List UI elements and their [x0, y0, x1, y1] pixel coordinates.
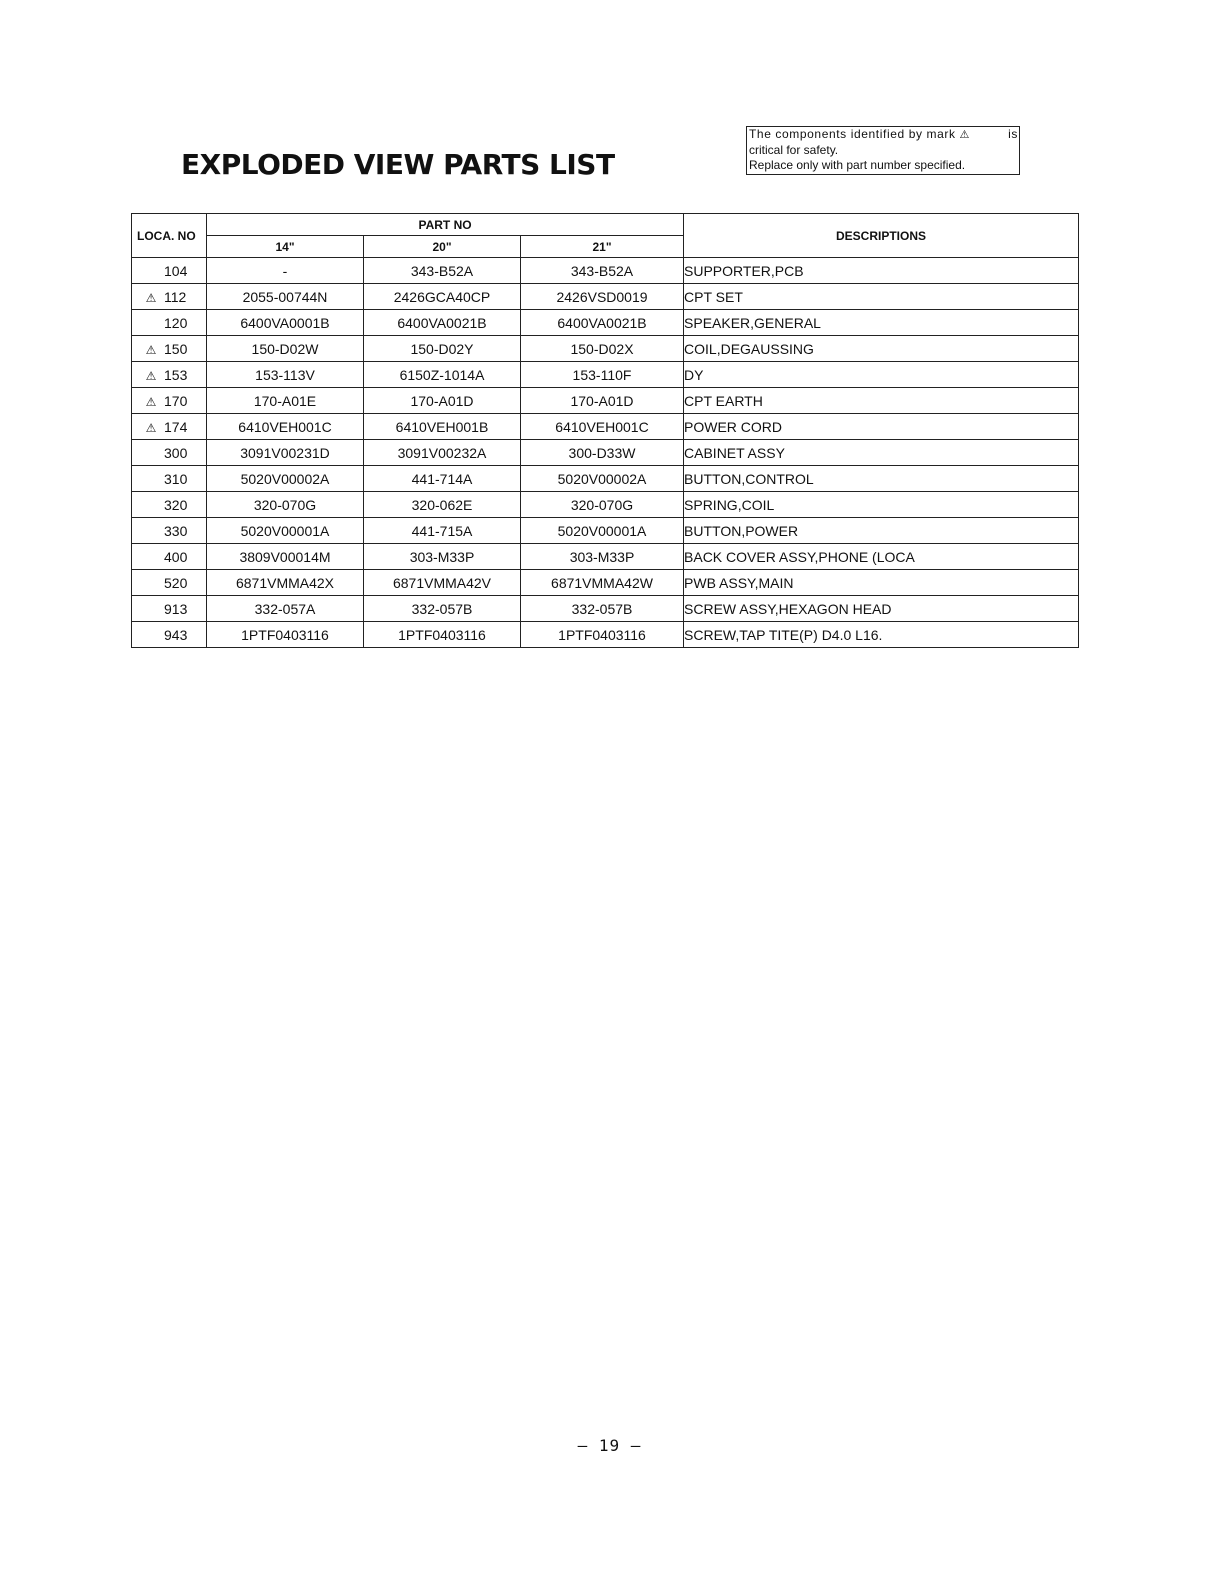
loca-no: 150 [164, 340, 188, 357]
safety-notice-end: is [1008, 127, 1018, 141]
part-no-14-cell: 5020V00002A [207, 466, 364, 492]
part-no-14-cell: 320-070G [207, 492, 364, 518]
loca-no: 330 [164, 522, 188, 539]
table-row [132, 466, 1079, 492]
warning-triangle-icon: ⚠ [145, 368, 157, 383]
description-cell: COIL,DEGAUSSING [684, 336, 1079, 362]
loca-no-cell [132, 570, 207, 596]
part-no-21-cell: 150-D02X [521, 336, 684, 362]
part-no-21-cell: 5020V00002A [521, 466, 684, 492]
loca-no: 300 [164, 444, 188, 461]
description-cell: BACK COVER ASSY,PHONE (LOCA [684, 544, 1079, 570]
table-row [132, 440, 1079, 466]
loca-no: 104 [164, 262, 188, 279]
description-cell: CABINET ASSY [684, 440, 1079, 466]
part-no-14-cell: 3809V00014M [207, 544, 364, 570]
part-no-20-cell: 3091V00232A [364, 440, 521, 466]
description-cell: SCREW ASSY,HEXAGON HEAD [684, 596, 1079, 622]
warning-triangle-icon: ⚠ [959, 129, 970, 141]
part-no-21-cell: 303-M33P [521, 544, 684, 570]
page-number: – 19 – [577, 1436, 642, 1455]
table-row [132, 258, 1079, 284]
part-no-21-cell: 343-B52A [521, 258, 684, 284]
warning-triangle-icon: ⚠ [145, 420, 157, 435]
part-no-21-cell: 153-110F [521, 362, 684, 388]
part-no-20-cell: 170-A01D [364, 388, 521, 414]
header-descriptions: DESCRIPTIONS [684, 214, 1079, 258]
warning-triangle-icon: ⚠ [145, 290, 157, 305]
parts-table-body [132, 258, 1079, 648]
loca-no-cell [132, 544, 207, 570]
part-no-14-cell: 170-A01E [207, 388, 364, 414]
table-row [132, 492, 1079, 518]
table-row [132, 544, 1079, 570]
loca-no-cell [132, 362, 207, 388]
part-no-21-cell: 170-A01D [521, 388, 684, 414]
part-no-20-cell: 1PTF0403116 [364, 622, 521, 648]
part-no-20-cell: 6400VA0021B [364, 310, 521, 336]
safety-notice-line3: Replace only with part number specified. [749, 158, 966, 172]
table-row [132, 310, 1079, 336]
safety-notice-line2: critical for safety. [749, 143, 839, 157]
warning-triangle-icon: ⚠ [145, 394, 157, 409]
part-no-20-cell: 332-057B [364, 596, 521, 622]
part-no-21-cell: 332-057B [521, 596, 684, 622]
loca-no-cell [132, 258, 207, 284]
part-no-14-cell: 1PTF0403116 [207, 622, 364, 648]
part-no-21-cell: 320-070G [521, 492, 684, 518]
part-no-21-cell: 6410VEH001C [521, 414, 684, 440]
description-cell: DY [684, 362, 1079, 388]
description-cell: SPRING,COIL [684, 492, 1079, 518]
loca-no: 320 [164, 496, 188, 513]
page-title: EXPLODED VIEW PARTS LIST [181, 148, 615, 181]
loca-no-cell [132, 596, 207, 622]
description-cell: PWB ASSY,MAIN [684, 570, 1079, 596]
table-row [132, 414, 1079, 440]
table-row [132, 362, 1079, 388]
description-cell: SPEAKER,GENERAL [684, 310, 1079, 336]
part-no-14-cell: 6410VEH001C [207, 414, 364, 440]
description-cell: BUTTON,POWER [684, 518, 1079, 544]
warning-triangle-icon: ⚠ [145, 342, 157, 357]
part-no-14-cell: 6400VA0001B [207, 310, 364, 336]
loca-no-cell [132, 440, 207, 466]
header-row-1 [132, 214, 1079, 236]
loca-no-cell [132, 414, 207, 440]
description-cell: CPT EARTH [684, 388, 1079, 414]
table-row [132, 622, 1079, 648]
loca-no-cell [132, 388, 207, 414]
loca-no: 913 [164, 600, 188, 617]
table-row [132, 596, 1079, 622]
loca-no: 943 [164, 626, 188, 643]
description-cell: POWER CORD [684, 414, 1079, 440]
part-no-20-cell: 6150Z-1014A [364, 362, 521, 388]
description-cell: CPT SET [684, 284, 1079, 310]
loca-no: 400 [164, 548, 188, 565]
table-row [132, 388, 1079, 414]
header-size-14: 14" [207, 236, 364, 258]
header-size-20: 20" [364, 236, 521, 258]
parts-table [131, 213, 1079, 648]
part-no-20-cell: 343-B52A [364, 258, 521, 284]
loca-no: 170 [164, 392, 188, 409]
table-row [132, 518, 1079, 544]
part-no-21-cell: 1PTF0403116 [521, 622, 684, 648]
loca-no-cell [132, 466, 207, 492]
part-no-20-cell: 441-714A [364, 466, 521, 492]
safety-notice-text: The components identified by mark [749, 127, 956, 141]
part-no-21-cell: 6400VA0021B [521, 310, 684, 336]
part-no-20-cell: 6871VMMA42V [364, 570, 521, 596]
part-no-20-cell: 2426GCA40CP [364, 284, 521, 310]
part-no-14-cell: 2055-00744N [207, 284, 364, 310]
part-no-14-cell: 3091V00231D [207, 440, 364, 466]
loca-no-cell [132, 622, 207, 648]
safety-notice-line1 [749, 127, 1018, 143]
part-no-20-cell: 150-D02Y [364, 336, 521, 362]
part-no-14-cell: 332-057A [207, 596, 364, 622]
header-loca-no: LOCA. NO [132, 214, 207, 258]
part-no-20-cell: 6410VEH001B [364, 414, 521, 440]
description-cell: SCREW,TAP TITE(P) D4.0 L16. [684, 622, 1079, 648]
table-row [132, 336, 1079, 362]
loca-no-cell [132, 492, 207, 518]
part-no-21-cell: 5020V00001A [521, 518, 684, 544]
part-no-21-cell: 2426VSD0019 [521, 284, 684, 310]
loca-no-cell [132, 310, 207, 336]
loca-no: 153 [164, 366, 188, 383]
table-row [132, 284, 1079, 310]
part-no-20-cell: 320-062E [364, 492, 521, 518]
loca-no: 112 [164, 288, 187, 305]
description-cell: SUPPORTER,PCB [684, 258, 1079, 284]
loca-no-cell [132, 518, 207, 544]
description-cell: BUTTON,CONTROL [684, 466, 1079, 492]
loca-no: 310 [164, 470, 188, 487]
table-row [132, 570, 1079, 596]
part-no-14-cell: - [207, 258, 364, 284]
part-no-21-cell: 300-D33W [521, 440, 684, 466]
part-no-14-cell: 153-113V [207, 362, 364, 388]
loca-no: 174 [164, 418, 188, 435]
part-no-14-cell: 150-D02W [207, 336, 364, 362]
part-no-14-cell: 6871VMMA42X [207, 570, 364, 596]
part-no-21-cell: 6871VMMA42W [521, 570, 684, 596]
part-no-20-cell: 303-M33P [364, 544, 521, 570]
loca-no: 120 [164, 314, 188, 331]
loca-no: 520 [164, 574, 188, 591]
safety-notice [746, 126, 1020, 175]
header-part-no: PART NO [207, 214, 684, 236]
part-no-14-cell: 5020V00001A [207, 518, 364, 544]
loca-no-cell [132, 284, 207, 310]
header-size-21: 21" [521, 236, 684, 258]
part-no-20-cell: 441-715A [364, 518, 521, 544]
loca-no-cell [132, 336, 207, 362]
